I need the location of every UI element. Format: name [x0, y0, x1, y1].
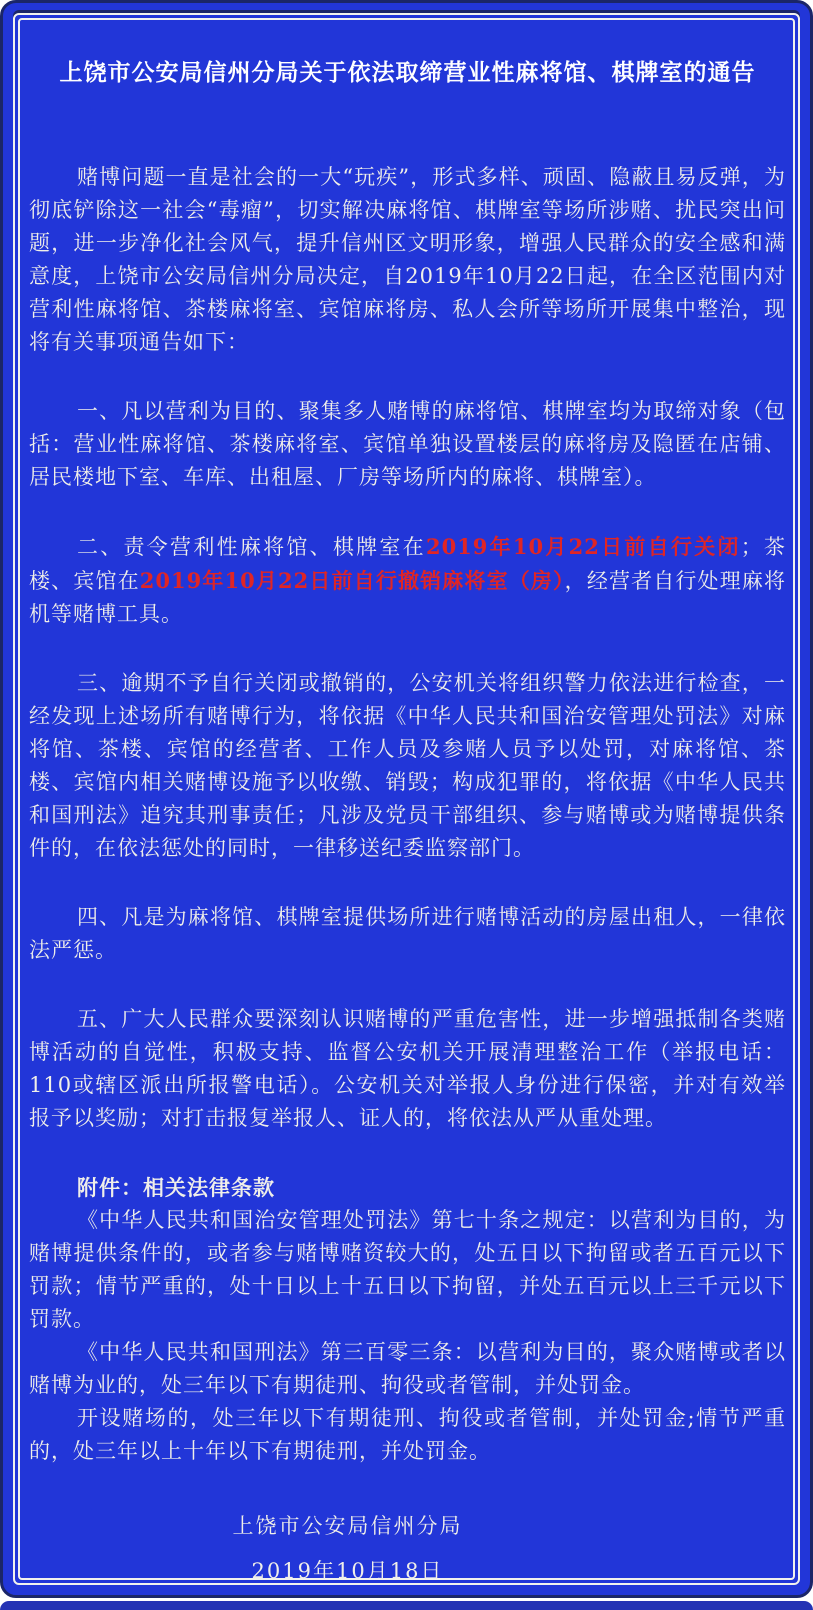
signature-date: 2019年10月18日 [251, 1559, 444, 1583]
paragraph-item-2: 二、责令营利性麻将馆、棋牌室在2019年10月22日前自行关闭；茶楼、宾馆在2019年10月22日前自行撤销麻将室（房），经营者自行处理麻将机等赌博工具。 [29, 534, 787, 626]
paragraph-law-2: 《中华人民共和国刑法》第三百零三条：以营利为目的，聚众赌博或者以赌博为业的，处三年以下有期徒刑、拘役或者管制，并处罚金。 [29, 1340, 786, 1397]
paragraph-item-4: 四、凡是为麻将馆、棋牌室提供场所进行赌博活动的房屋出租人，一律依法严惩。 [29, 905, 786, 962]
paragraph-item-3: 三、逾期不予自行关闭或撤销的，公安机关将组织警力依法进行检查，一经发现上述场所有赌博行为，将依据《中华人民共和国治安管理处罚法》对麻将馆、茶楼、宾馆的经营者、工作人员及参赌人员予以处罚，对麻将馆、茶楼、宾馆内相关赌博设施予以收缴、销毁；构成犯罪的，将依据《中华人民共和国刑法》追究其刑事责任；凡涉及党员干部组织、参与赌博或为赌博提供条件的，在依法惩处的同时，一律移送纪委监察部门。 [29, 671, 786, 860]
paragraph-law-3: 开设赌场的，处三年以下有期徒刑、拘役或者管制，并处罚金;情节严重的，处三年以上十年以下有期徒刑，并处罚金。 [29, 1406, 786, 1463]
deadline-highlight: 2019年10月22日前自行关闭 [425, 534, 741, 559]
paragraph-intro: 赌博问题一直是社会的一大“玩疾”，形式多样、顽固、隐蔽且易反弹，为彻底铲除这一社会“毒瘤”，切实解决麻将馆、棋牌室等场所涉赌、扰民突出问题，进一步净化社会风气，提升信州区文明形象，增强人民群众的安全感和满意度，上饶市公安局信州分局决定，自2019年10月22日起，在全区范围内对营利性麻将馆、茶楼麻将室、宾馆麻将房、私人会所等场所开展集中整治，现将有关事项通告如下： [29, 165, 786, 354]
paragraph-attachment-heading: 附件：相关法律条款 [77, 1175, 275, 1200]
signature-agency: 上饶市公安局信州分局 [232, 1514, 463, 1538]
paragraph-item-1: 一、凡以营利为目的、聚集多人赌博的麻将馆、棋牌室均为取缔对象（包括：营业性麻将馆、茶楼麻将室、宾馆单独设置楼层的麻将房及隐匿在店铺、居民楼地下室、车库、出租屋、厂房等场所内的麻将、棋牌室）。 [29, 399, 786, 489]
signature-block [29, 1510, 786, 1588]
paragraph-law-1: 《中华人民共和国治安管理处罚法》第七十条之规定：以营利为目的，为赌博提供条件的，或者参与赌博赌资较大的，处五日以下拘留或者五百元以下罚款；情节严重的，处十日以上十五日以下拘留，并处五百元以上三千元以下罚款。 [29, 1208, 786, 1331]
deadline-highlight: 2019年10月22日前自行撤销麻将室（房） [139, 568, 565, 593]
notice-body [29, 161, 786, 1468]
next-card-edge [0, 1601, 813, 1610]
notice-title: 上饶市公安局信州分局关于依法取缔营业性麻将馆、棋牌室的通告 [59, 60, 756, 86]
notice-content [3, 3, 810, 1588]
paragraph-item-5: 五、广大人民群众要深刻认识赌博的严重危害性，进一步增强抵制各类赌博活动的自觉性，积极支持、监督公安机关开展清理整治工作（举报电话：110或辖区派出所报警电话）。公安机关对举报人身份进行保密，并对有效举报予以奖励；对打击报复举报人、证人的，将依法从严从重处理。 [29, 1007, 786, 1130]
